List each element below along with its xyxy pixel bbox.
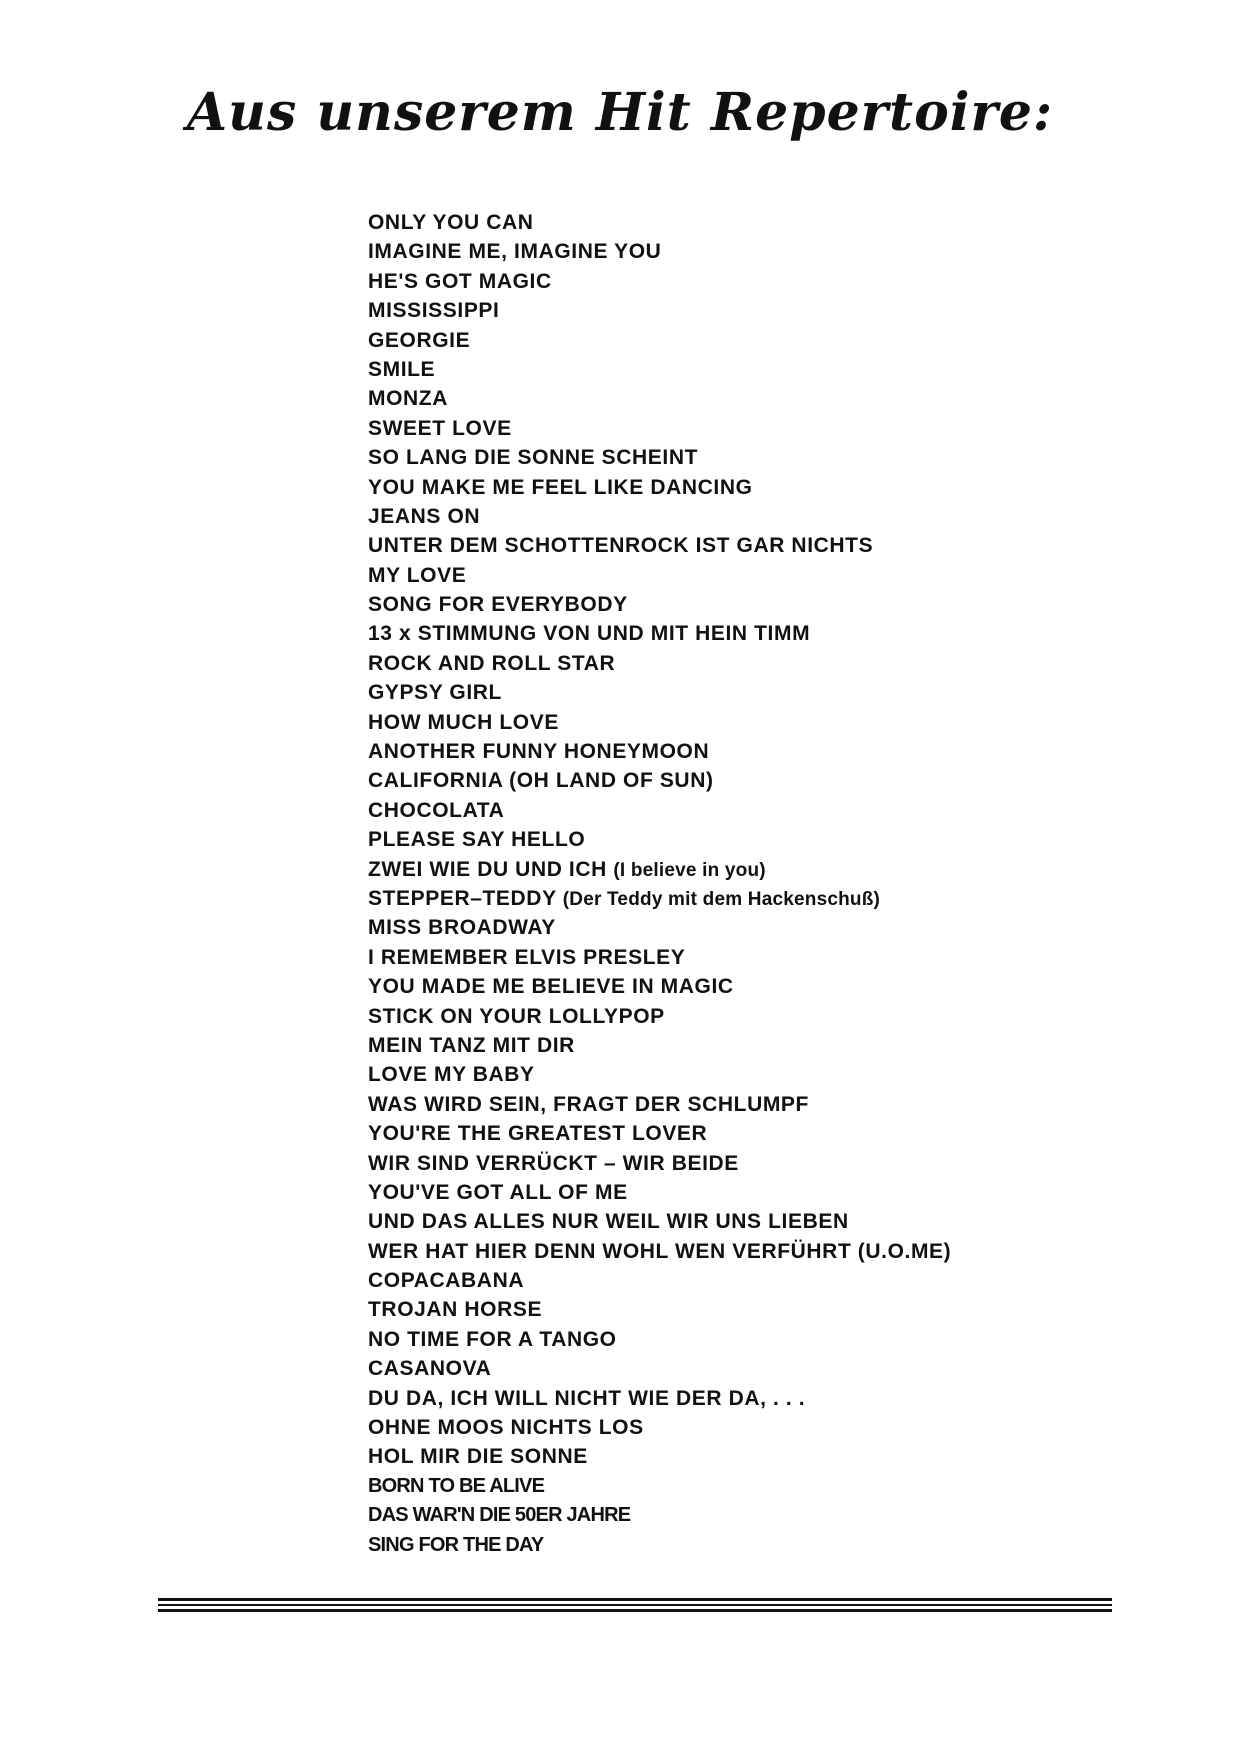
song-title: DAS WAR'N DIE 50ER JAHRE [368,1504,631,1527]
song-title: UND DAS ALLES NUR WEIL WIR UNS LIEBEN [368,1210,849,1234]
song-title: HOL MIR DIE SONNE [368,1445,588,1469]
song-title: LOVE MY BABY [368,1063,535,1087]
song-title: SONG FOR EVERYBODY [368,593,628,617]
song-title: 13 x STIMMUNG VON UND MIT HEIN TIMM [368,622,811,646]
divider-line [158,1604,1112,1606]
song-subtitle: (Der Teddy mit dem Hackenschuß) [562,888,881,910]
song-item [368,296,951,325]
song-item [368,1266,951,1295]
song-title: OHNE MOOS NICHTS LOS [368,1416,644,1440]
song-item [368,1295,951,1324]
song-title: WER HAT HIER DENN WOHL WEN VERFÜHRT (U.O.ME) [368,1239,952,1263]
song-item [368,326,951,355]
song-title: MY LOVE [368,563,467,587]
song-item [368,590,951,619]
song-item [368,561,951,590]
song-item [368,913,951,942]
song-item [368,972,951,1001]
song-title: PLEASE SAY HELLO [368,828,586,852]
song-title: YOU MAKE ME FEEL LIKE DANCING [368,475,753,499]
divider-line [158,1609,1112,1612]
song-title: MEIN TANZ MIT DIR [368,1033,575,1057]
bottom-divider [158,1598,1112,1612]
song-title: NO TIME FOR A TANGO [368,1327,617,1351]
song-title: GEORGIE [368,328,471,352]
song-title: CASANOVA [368,1357,492,1381]
song-title: ONLY YOU CAN [368,211,534,234]
song-title: MISS BROADWAY [368,916,556,940]
song-item [368,1178,951,1207]
song-item [368,619,951,648]
song-item [368,943,951,972]
song-item [368,796,951,825]
song-item [368,1090,951,1119]
song-title: STEPPER–TEDDY [368,886,557,910]
song-title: STICK ON YOUR LOLLYPOP [368,1004,665,1028]
song-title: SO LANG DIE SONNE SCHEINT [368,446,699,470]
song-item [368,884,951,913]
song-title: SING FOR THE DAY [368,1533,544,1556]
song-title: BORN TO BE ALIVE [368,1474,545,1497]
song-item [368,708,951,737]
song-item [368,1002,951,1031]
song-title: MISSISSIPPI [368,299,500,323]
song-title: WIR SIND VERRÜCKT – WIR BEIDE [368,1151,739,1175]
song-title: WAS WIRD SEIN, FRAGT DER SCHLUMPF [368,1092,809,1116]
song-title: COPACABANA [368,1269,525,1293]
song-item [368,825,951,854]
song-title: ZWEI WIE DU UND ICH [368,857,607,881]
song-title: YOU MADE ME BELIEVE IN MAGIC [368,975,734,999]
song-item [368,1531,951,1560]
song-title: GYPSY GIRL [368,681,502,705]
song-item [368,208,951,237]
song-item [368,1472,951,1501]
song-item [368,1413,951,1442]
song-title: SWEET LOVE [368,416,512,440]
song-item [368,531,951,560]
song-title: CALIFORNIA (OH LAND OF SUN) [368,769,714,793]
song-item [368,1207,951,1236]
song-item [368,473,951,502]
song-item [368,1501,951,1530]
song-item [368,766,951,795]
song-title: HE'S GOT MAGIC [368,269,552,293]
song-item [368,1031,951,1060]
song-title: ROCK AND ROLL STAR [368,651,616,675]
song-item [368,855,951,884]
song-title: UNTER DEM SCHOTTENROCK IST GAR NICHTS [368,534,874,558]
song-item [368,502,951,531]
song-title: DU DA, ICH WILL NICHT WIE DER DA, . . . [368,1386,806,1410]
song-item [368,1442,951,1471]
song-item [368,678,951,707]
song-list [368,208,951,1560]
song-item [368,1384,951,1413]
song-item [368,1354,951,1383]
song-item [368,384,951,413]
song-title: YOU'RE THE GREATEST LOVER [368,1122,708,1146]
song-item [368,737,951,766]
song-item [368,1325,951,1354]
song-item [368,267,951,296]
song-title: CHOCOLATA [368,798,505,822]
song-item [368,443,951,472]
song-item [368,649,951,678]
song-item [368,1237,951,1266]
song-title: ANOTHER FUNNY HONEYMOON [368,740,710,764]
divider-line [158,1598,1112,1601]
song-item [368,1060,951,1089]
song-title: HOW MUCH LOVE [368,710,559,734]
song-title: MONZA [368,387,448,411]
song-item [368,355,951,384]
song-title: TROJAN HORSE [368,1298,543,1322]
song-title: SMILE [368,357,436,381]
song-title: YOU'VE GOT ALL OF ME [368,1180,628,1204]
song-item [368,1149,951,1178]
song-subtitle: (I believe in you) [613,859,766,881]
song-title: JEANS ON [368,504,481,528]
page-title: Aus unserem Hit Repertoire: [186,82,1054,143]
song-title: I REMEMBER ELVIS PRESLEY [368,945,686,969]
song-title: IMAGINE ME, IMAGINE YOU [368,240,662,264]
song-item [368,237,951,266]
song-item [368,414,951,443]
song-item [368,1119,951,1148]
